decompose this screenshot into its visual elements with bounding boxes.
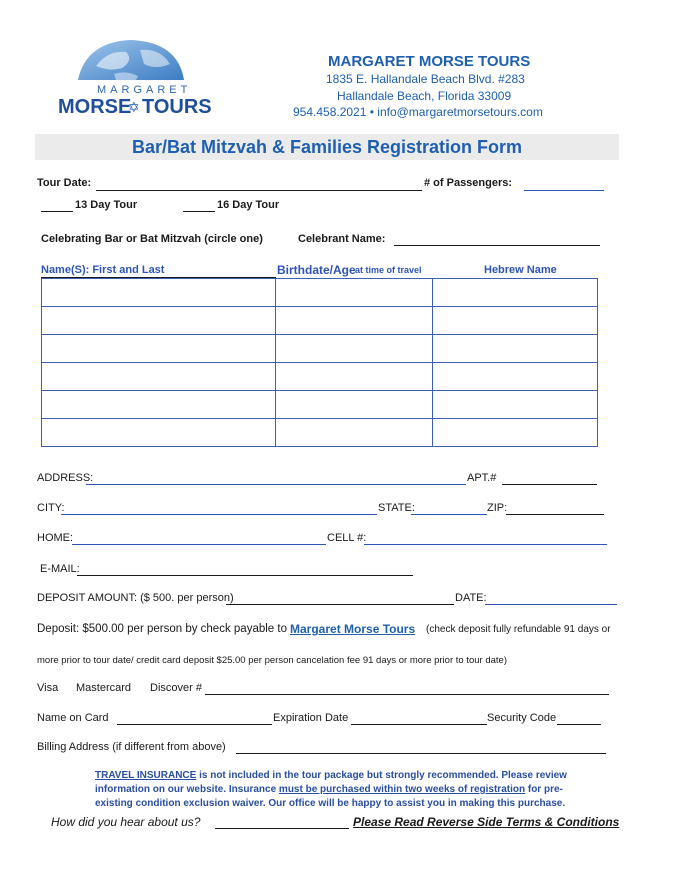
insurance-line-1 bbox=[95, 770, 567, 781]
address-line-1: 1835 E. Hallandale Beach Blvd. #283 bbox=[326, 72, 525, 86]
table-row bbox=[42, 391, 598, 419]
insurance-text-2a: information on our website. Insurance bbox=[95, 784, 277, 795]
company-name: MARGARET MORSE TOURS bbox=[328, 53, 531, 70]
passengers-label: # of Passengers: bbox=[424, 177, 513, 189]
col-header-hebrew: Hebrew Name bbox=[484, 264, 557, 276]
form-title: Bar/Bat Mitzvah & Families Registration Form bbox=[131, 137, 523, 157]
name-on-card-field[interactable] bbox=[117, 724, 272, 725]
name-cell[interactable] bbox=[42, 363, 276, 391]
deposit-amount-field[interactable] bbox=[226, 604, 454, 605]
insurance-text-2c: for pre- bbox=[527, 784, 563, 795]
billing-label: Billing Address (if different from above) bbox=[37, 741, 226, 753]
email-label: E-MAIL: bbox=[40, 563, 80, 575]
card-number-field[interactable] bbox=[205, 694, 609, 695]
option-16-label: 16 Day Tour bbox=[217, 199, 280, 211]
col-header-name: Name(S): First and Last bbox=[41, 264, 165, 276]
hebrew-cell[interactable] bbox=[433, 335, 598, 363]
col-header-birth: Birthdate/Age bbox=[277, 263, 356, 277]
deposit-amount-label: DEPOSIT AMOUNT: ($ 500. per person) bbox=[37, 592, 234, 604]
birth-cell[interactable] bbox=[276, 307, 433, 335]
table-row bbox=[42, 363, 598, 391]
celebrant-field[interactable] bbox=[394, 245, 600, 246]
name-cell[interactable] bbox=[42, 419, 276, 447]
hebrew-cell[interactable] bbox=[433, 419, 598, 447]
state-label: STATE: bbox=[378, 502, 415, 514]
insurance-text-3: existing condition exclusion waiver. Our office will be happy to assist you in making this purchase. bbox=[95, 798, 566, 809]
option-13-blank[interactable] bbox=[41, 211, 73, 212]
insurance-text-2b: must be purchased within two weeks of registration bbox=[278, 784, 526, 795]
title-band bbox=[35, 134, 619, 160]
zip-label: ZIP: bbox=[487, 502, 508, 514]
star-icon: ✡ bbox=[128, 99, 140, 115]
table-row bbox=[42, 307, 598, 335]
hebrew-cell[interactable] bbox=[433, 363, 598, 391]
celebrant-label: Celebrant Name: bbox=[298, 233, 386, 245]
card-discover[interactable]: Discover # bbox=[150, 682, 202, 694]
date-field[interactable] bbox=[485, 604, 617, 605]
reverse-side-note: Please Read Reverse Side Terms & Conditions bbox=[353, 815, 620, 829]
birth-cell[interactable] bbox=[276, 279, 433, 307]
hebrew-cell[interactable] bbox=[433, 279, 598, 307]
logo-bottom-left: MORSE bbox=[58, 96, 132, 118]
billing-field[interactable] bbox=[236, 753, 606, 754]
insurance-title: TRAVEL INSURANCE bbox=[95, 770, 197, 781]
how-hear-label: How did you hear about us? bbox=[51, 815, 201, 829]
birth-cell[interactable] bbox=[276, 419, 433, 447]
deposit-payee: Margaret Morse Tours bbox=[290, 622, 416, 636]
apt-label: APT.# bbox=[467, 472, 497, 484]
table-row bbox=[42, 419, 598, 447]
contact-line: 954.458.2021 • info@margaretmorsetours.com bbox=[293, 105, 543, 119]
name-cell[interactable] bbox=[42, 307, 276, 335]
deposit-text-1: Deposit: $500.00 per person by check payable to bbox=[37, 623, 287, 635]
logo-bottom-right: TOURS bbox=[142, 96, 212, 118]
apt-field[interactable] bbox=[502, 484, 597, 485]
name-cell[interactable] bbox=[42, 279, 276, 307]
birth-cell[interactable] bbox=[276, 335, 433, 363]
name-cell[interactable] bbox=[42, 391, 276, 419]
option-13-label: 13 Day Tour bbox=[75, 199, 138, 211]
city-label: CITY: bbox=[37, 502, 65, 514]
table-row bbox=[42, 335, 598, 363]
deposit-text-2: (check deposit fully refundable 91 days or bbox=[426, 624, 611, 635]
tour-date-label: Tour Date: bbox=[37, 177, 92, 189]
state-field[interactable] bbox=[411, 514, 487, 515]
option-16-blank[interactable] bbox=[183, 211, 215, 212]
home-label: HOME: bbox=[37, 532, 74, 544]
card-mastercard[interactable]: Mastercard bbox=[76, 682, 132, 694]
address-label: ADDRESS: bbox=[37, 472, 94, 484]
birth-cell[interactable] bbox=[276, 363, 433, 391]
celebrating-label[interactable]: Celebrating Bar or Bat Mitzvah (circle one) bbox=[41, 233, 263, 245]
zip-field[interactable] bbox=[506, 514, 604, 515]
logo-top-text: MARGARET bbox=[97, 84, 192, 96]
address-line-2: Hallandale Beach, Florida 33009 bbox=[337, 89, 512, 103]
home-field[interactable] bbox=[72, 544, 326, 545]
security-field[interactable] bbox=[557, 724, 601, 725]
birth-cell[interactable] bbox=[276, 391, 433, 419]
passengers-field[interactable] bbox=[524, 190, 604, 191]
participants-table bbox=[41, 278, 598, 447]
email-field[interactable] bbox=[77, 575, 413, 576]
insurance-line-2 bbox=[95, 784, 563, 795]
insurance-text-1: is not included in the tour package but strongly recommended. Please review bbox=[199, 770, 567, 781]
hebrew-cell[interactable] bbox=[433, 391, 598, 419]
cell-field[interactable] bbox=[364, 544, 607, 545]
tour-date-field[interactable] bbox=[96, 190, 422, 191]
name-on-card-label: Name on Card bbox=[37, 712, 109, 724]
address-field[interactable] bbox=[86, 484, 466, 485]
hebrew-cell[interactable] bbox=[433, 307, 598, 335]
security-label: Security Code bbox=[487, 712, 557, 724]
date-label: DATE: bbox=[455, 592, 487, 604]
expiration-field[interactable] bbox=[351, 724, 487, 725]
how-hear-field[interactable] bbox=[215, 828, 349, 829]
col-header-birth-suffix: at time of travel bbox=[355, 265, 422, 275]
card-visa[interactable]: Visa bbox=[37, 682, 59, 694]
cell-label: CELL #: bbox=[327, 532, 367, 544]
city-field[interactable] bbox=[61, 514, 377, 515]
expiration-label: Expiration Date bbox=[273, 712, 349, 724]
name-cell[interactable] bbox=[42, 335, 276, 363]
table-row bbox=[42, 279, 598, 307]
deposit-text-3: more prior to tour date/ credit card deposit $25.00 per person cancelation fee 91 days or more prior to tour date) bbox=[37, 655, 507, 666]
